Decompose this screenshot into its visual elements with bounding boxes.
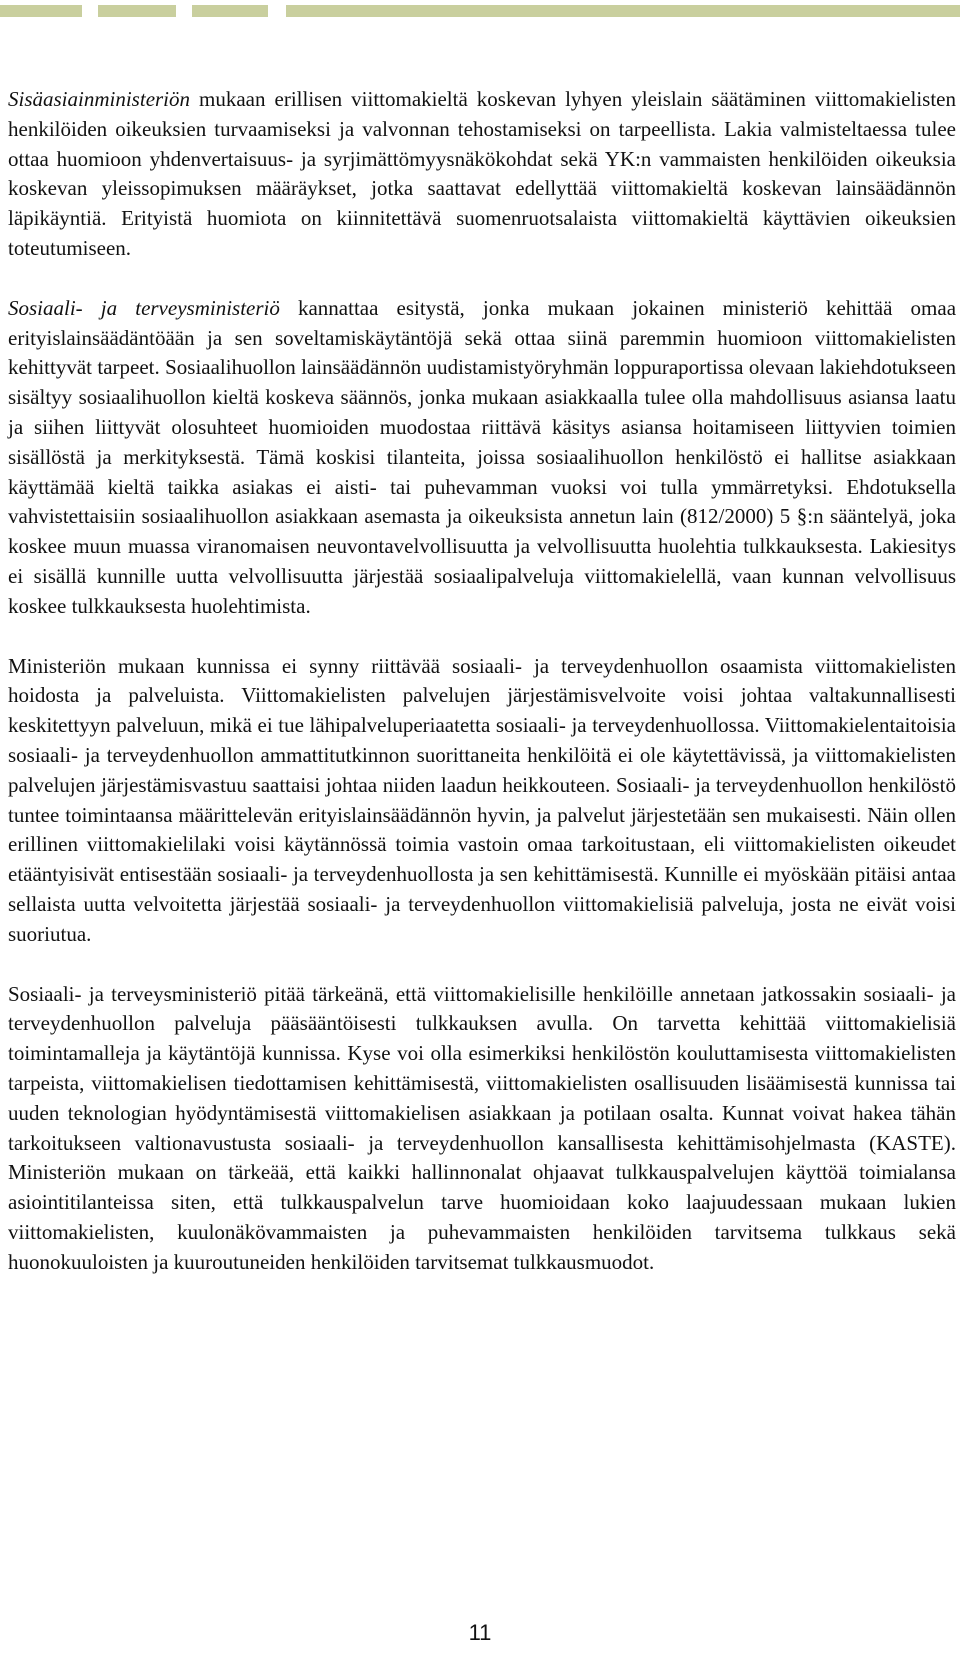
header-decoration-bar [0,5,960,17]
paragraph-sisaasiainministerio [8,85,956,264]
header-bar-segment [98,5,176,17]
document-body [8,85,956,1307]
paragraph-ministerion-mukaan [8,652,956,950]
paragraph-text: mukaan erillisen viittomakieltä koskevan lyhyen yleislain säätäminen viittomakielisten henkilöiden oikeuksien turvaamiseksi ja valvonnan tehostamiseksi on tarpeellista. Lakia valmisteltaessa tulee ottaa huomioon yhdenvertaisuus- ja syrjimättömyysnäkökohdat sekä YK:n vammaisten henkilöiden oikeuksia koskevan yleissopimuksen määräykset, jotka saattavat edellyttää viittomakieltä koskevan lainsäädännön läpikäyntiä. Erityistä huomiota on kiinnitettävä suomenruotsalaista viittomakieltä käyttävien oikeuksien toteutumiseen. [8,87,956,260]
paragraph-text: Sosiaali- ja terveysministeriö pitää tärkeänä, että viittomakielisille henkilöille annetaan jatkossakin sosiaali- ja terveydenhuollon palveluja pääsääntöisesti tulkkauksen avulla. On tarvetta kehittää viittomakielisiä toimintamalleja ja käytäntöjä kunnissa. Kyse voi olla esimerkiksi henkilöstön kouluttamisesta viittomakielisten tarpeista, viittomakielisen tiedottamisen kehittämisestä, viittomakielisten osallisuuden lisäämisestä kunnissa tai uuden teknologian hyödyntämisestä viittomakielisen asiakkaan ja potilaan osalta. Kunnat voivat hakea tähän tarkoitukseen valtionavustusta sosiaali- ja terveydenhuollon kansallisesta kehittämisohjelmasta (KASTE). Ministeriön mukaan on tärkeää, että kaikki hallinnonalat ohjaavat tulkkauspalvelujen käyttöä toimialansa asiointitilanteissa siten, että tulkkauspalvelun tarve huomioidaan koko laajuudessaan mukaan lukien viittomakielisten, kuulonäkövammaisten ja puhevammaisten henkilöiden tarvitsema tulkkaus sekä huonokuuloisten ja kuuroutuneiden henkilöiden tarvitsemat tulkkausmuodot. [8,981,956,1274]
header-bar-segment [0,5,82,17]
header-bar-segment [286,5,960,17]
paragraph-sosiaali-ja-terveysministerio [8,294,956,622]
page-number: 11 [468,1620,492,1645]
paragraph-lead: Sosiaali- ja terveysministeriö [8,295,280,320]
paragraph-text: kannattaa esitystä, jonka mukaan jokainen ministeriö kehittää omaa erityislainsäädäntöään ja sen soveltamiskäytäntöjä sekä ottaa siinä paremmin huomioon viittomakielisten kehittyvät tarpeet. Sosiaalihuollon lainsäädännön uudistamistyöryhmän loppuraportissa olevaan lakiehdotukseen sisältyy sosiaalihuollon kieltä koskeva säännös, jonka mukaan asiakkaalla tulee olla mahdollisuus asiansa laatu ja siihen liittyvät olosuhteet huomioiden muodostaa riittävä käsitys asiansa hoitamiseen liittyvien toimien sisällöstä ja merkityksestä. Tämä koskisi tilanteita, joissa sosiaalihuollon henkilöstö ei hallitse asiakkaan käyttämää kieltä taikka asiakas ei aisti- tai puhevamman vuoksi voi tulla ymmärretyksi. Ehdotuksella vahvistettaisiin sosiaalihuollon asiakkaan asemasta ja oikeuksista annetun lain (812/2000) 5 §:n sääntelyä, joka koskee muun muassa viranomaisen neuvontavelvollisuutta ja velvollisuutta huolehtia tulkkauksesta. Lakiesitys ei sisällä kunnille uutta velvollisuutta järjestää sosiaalipalveluja viittomakielellä, vaan kunnan velvollisuus koskee tulkkauksesta huolehtimista. [8,295,957,618]
paragraph-text: Ministeriön mukaan kunnissa ei synny riittävää sosiaali- ja terveydenhuollon osaamista viittomakielisten hoidosta ja palveluista. Viittomakielisten palvelujen järjestämisvelvoite voisi johtaa valtakunnallisesti keskitettyyn palveluun, mikä ei tue lähipalveluperiaatetta sosiaali- ja terveydenhuollossa. Viittomakielentaitoisia sosiaali- ja terveydenhuollon ammattitutkinnon suorittaneita henkilöitä ei ole käytettävissä, ja viittomakielisten palvelujen järjestämisvastuu saattaisi johtaa niiden laadun heikkouteen. Sosiaali- ja terveydenhuollon henkilöstö tuntee toimintaansa määrittelevän erityislainsäädännön hyvin, ja palvelut järjestetään sen mukaisesti. Näin ollen erillinen viittomakielilaki voisi käytännössä toimia vastoin omaa tarkoitustaan, eli viittomakielisten oikeudet etääntyisivät entisestään sosiaali- ja terveydenhuollosta ja sen kehittämisestä. Kunnille ei myöskään pitäisi antaa sellaista uutta velvoitetta järjestää sosiaali- ja terveydenhuollon viittomakielisiä palveluja, josta ne eivät voisi suoriutua. [8,653,956,946]
paragraph-lead: Sisäasiainministeriön [8,87,191,111]
paragraph-tulkkaus [8,980,956,1278]
header-bar-segment [192,5,268,17]
